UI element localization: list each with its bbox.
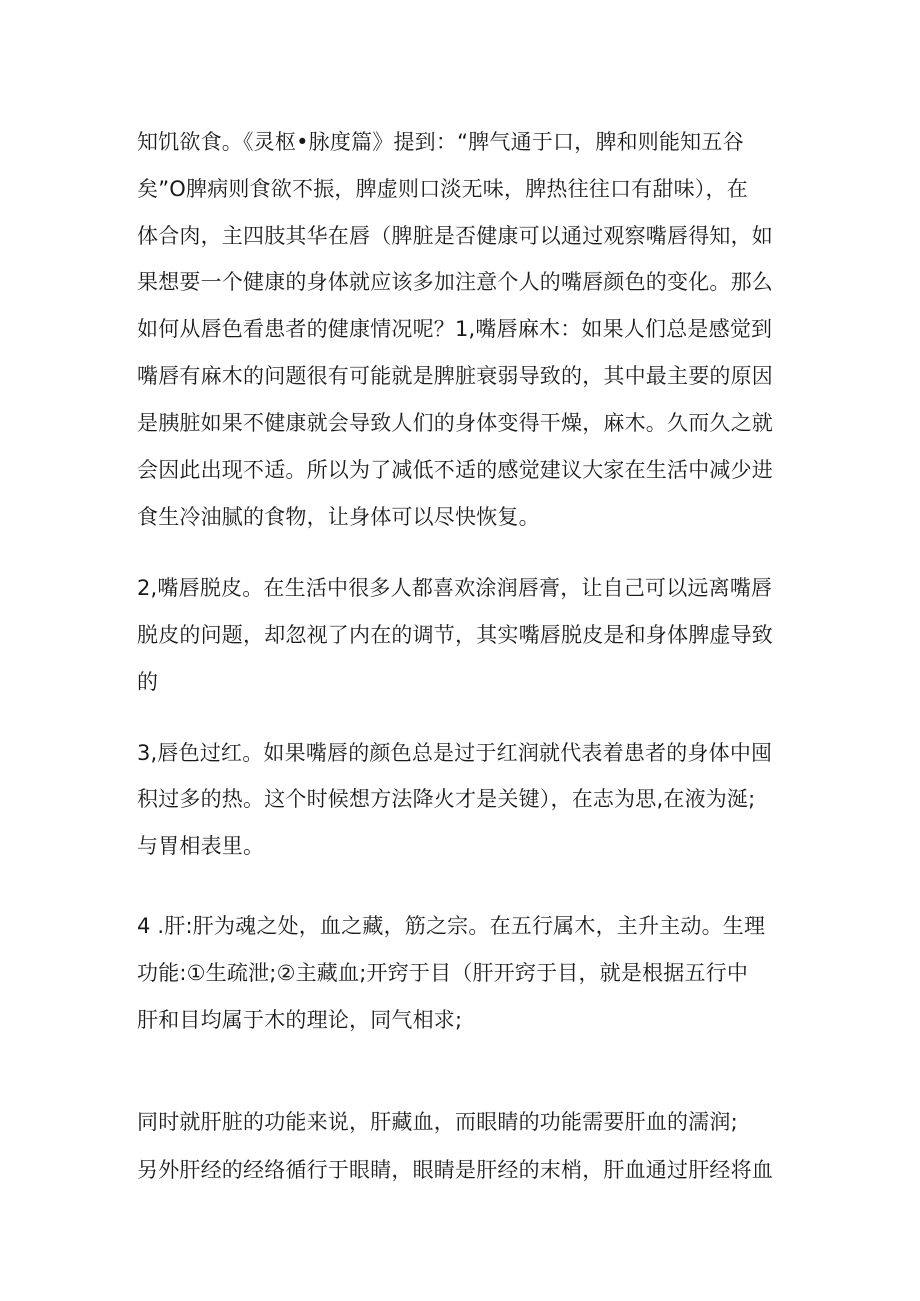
text-line: 3,唇色过红。如果嘴唇的颜色总是过于红润就代表着患者的身体中囤 <box>137 741 773 765</box>
text-line: 2,嘴唇脱皮。在生活中很多人都喜欢涂润唇膏，让自己可以远离嘴唇 <box>137 576 773 600</box>
text-line: 食生冷油腻的食物，让身体可以尽快恢复。 <box>137 505 540 529</box>
text-line: 果想要一个健康的身体就应该多加注意个人的嘴唇颜色的变化。那么 <box>137 270 773 294</box>
text-line: 体合肉，主四肢其华在唇（脾脏是否健康可以通过观察嘴唇得知，如 <box>137 224 773 248</box>
text-line: 脱皮的问题，却忽视了内在的调节，其实嘴唇脱皮是和身体脾虚导致 <box>137 623 773 647</box>
text-line: 4 .肝:肝为魂之处，血之藏，筋之宗。在五行属木，主升主动。生理 <box>137 914 766 938</box>
text-line: 另外肝经的经络循行于眼睛，眼睛是肝经的末梢，肝血通过肝经将血 <box>137 1158 773 1182</box>
text-line: 知饥欲食。《灵枢•脉度篇》提到：“脾气通于口，脾和则能知五谷 <box>137 130 744 154</box>
text-line: 与胃相表里。 <box>137 834 265 858</box>
text-line: 会因此出现不适。所以为了减低不适的感觉建议大家在生活中减少进 <box>137 458 773 482</box>
text-line: 功能:①生疏泄;②主藏血;开窍于目（肝开窍于目，就是根据五行中 <box>137 961 749 985</box>
text-line: 同时就肝脏的功能来说，肝藏血，而眼睛的功能需要肝血的濡润; <box>137 1110 738 1134</box>
text-line: 的 <box>137 670 159 694</box>
text-line: 如何从唇色看患者的健康情况呢？1,嘴唇麻木：如果人们总是感觉到 <box>137 317 773 341</box>
text-line: 是胰脏如果不健康就会导致人们的身体变得干燥，麻木。久而久之就 <box>137 411 773 435</box>
text-line: 肝和目均属于木的理论，同气相求; <box>137 1008 463 1032</box>
text-line: 矣”O脾病则食欲不振，脾虚则口淡无味，脾热往往口有甜味），在 <box>137 177 748 201</box>
text-line: 嘴唇有麻木的问题很有可能就是脾脏衰弱导致的，其中最主要的原因 <box>137 364 773 388</box>
text-line: 积过多的热。这个时候想方法降火才是关键），在志为思,在液为涎; <box>137 787 756 811</box>
